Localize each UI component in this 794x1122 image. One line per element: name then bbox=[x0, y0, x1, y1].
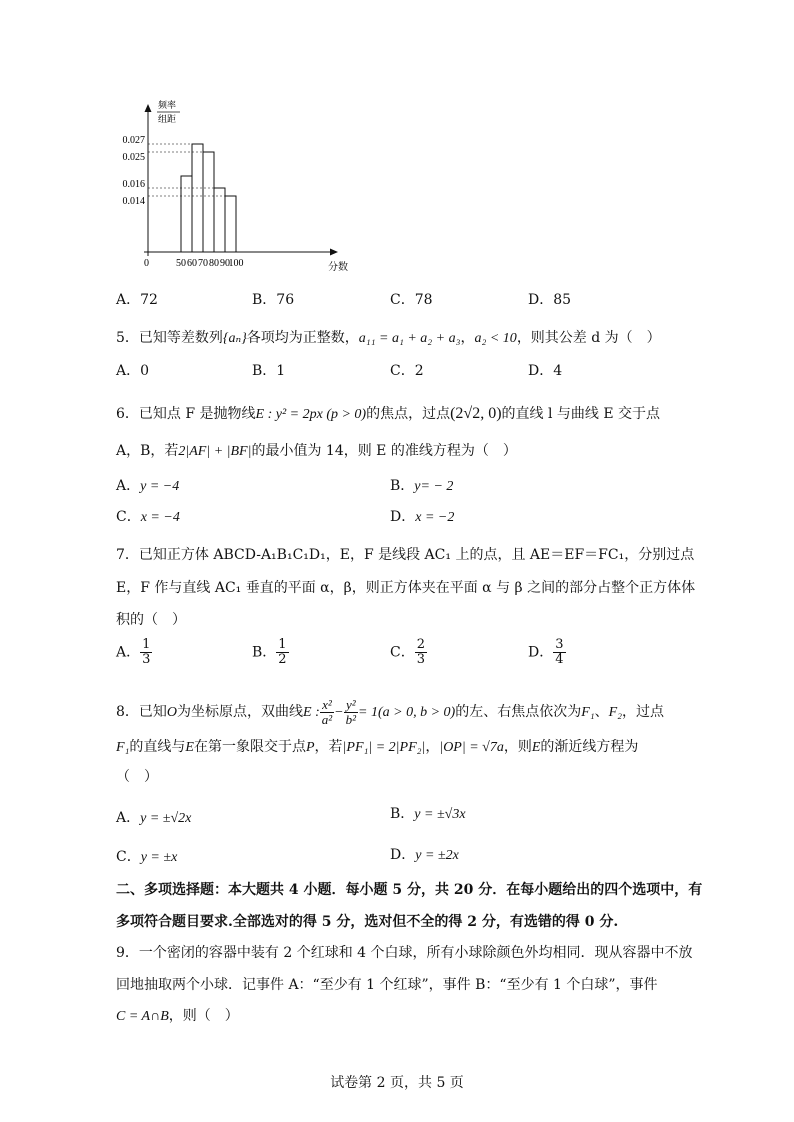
q8-stem-line1 bbox=[116, 694, 664, 731]
q7-option-d-label: D． bbox=[528, 644, 554, 661]
q8-frac-y bbox=[344, 698, 358, 727]
q4-option-b[interactable]: B．76 bbox=[252, 292, 295, 308]
q6-option-b-label: B． bbox=[390, 478, 415, 494]
q8-option-a[interactable] bbox=[116, 808, 191, 829]
q6-parabola-eq: E : y² = 2px (p > 0) bbox=[255, 407, 367, 422]
q6-point: (2√2, 0) bbox=[450, 405, 502, 422]
x-tick-label: 80 bbox=[209, 258, 219, 269]
q8-line2-e: E bbox=[185, 740, 194, 755]
q8-b2: b² bbox=[345, 711, 357, 727]
q8-mid2: 的左、右焦点依次为 bbox=[455, 704, 582, 720]
q4-option-c[interactable]: C．78 bbox=[390, 292, 433, 308]
q8-line2-eq2: |OP| = √7a bbox=[439, 740, 504, 755]
q8-option-b[interactable] bbox=[390, 804, 466, 825]
y-tick-label: 0.025 bbox=[122, 152, 145, 163]
q8-cond: = 1(a > 0, b > 0) bbox=[358, 705, 456, 720]
q8-f1: F₁ bbox=[581, 705, 595, 720]
q6-option-a-label: A． bbox=[116, 478, 141, 494]
q9-stem-line2: 回地抽取两个小球．记事件 A：“至少有 1 个红球”，事件 B：“至少有 1 个白球”，事件 bbox=[116, 977, 658, 993]
q6-option-c-text: x = −4 bbox=[140, 510, 180, 525]
histogram-bar-70-80 bbox=[203, 152, 214, 252]
x-axis-label: 分数 bbox=[328, 262, 348, 273]
frequency-histogram bbox=[110, 92, 360, 277]
q7-option-b-numerator: 1 bbox=[278, 637, 287, 652]
q6-option-d[interactable] bbox=[390, 507, 454, 528]
q8-line2-eq1: |PF₁| = 2|PF₂| bbox=[342, 740, 426, 755]
q8-minus: − bbox=[334, 705, 344, 720]
q8-line2-e2: E bbox=[531, 740, 541, 755]
q7-option-c[interactable] bbox=[390, 638, 427, 667]
q6-option-a-text: y = −4 bbox=[140, 479, 180, 494]
q8-option-d-text: y = ±2x bbox=[415, 848, 459, 863]
section2-heading-line2: 多项符合题目要求.全部选对的得 5 分，选对但不全的得 2 分，有选错的得 0 分. bbox=[116, 914, 619, 930]
q8-option-d[interactable] bbox=[390, 845, 459, 866]
q8-stem-line2 bbox=[116, 737, 638, 758]
q7-option-a-label: A． bbox=[116, 644, 141, 661]
q5-option-d[interactable]: D．4 bbox=[528, 363, 563, 379]
origin-label: 0 bbox=[144, 258, 149, 269]
q6-line2-lead: A，B，若 bbox=[116, 443, 179, 459]
q8-y2: y² bbox=[345, 696, 356, 712]
q7-option-b-denominator: 2 bbox=[278, 652, 287, 667]
x-tick-label: 90 bbox=[220, 258, 230, 269]
q8-option-b-label: B． bbox=[390, 806, 415, 822]
q9-stem-line3 bbox=[116, 1006, 239, 1027]
q6-option-d-label: D． bbox=[390, 509, 416, 525]
x-axis-arrow bbox=[330, 249, 338, 256]
q8-lead: 8．已知 bbox=[116, 704, 167, 720]
q7-option-a[interactable] bbox=[116, 638, 152, 667]
histogram-bar-80-90 bbox=[214, 188, 225, 252]
q7-option-d-fraction bbox=[553, 638, 565, 667]
q8-frac-x bbox=[320, 698, 334, 727]
q6-line2-tail: 的最小值为 14，则 E 的准线方程为（ ） bbox=[251, 443, 517, 459]
q5-sep: ， bbox=[460, 330, 475, 346]
q5-mid: 各项均为正整数， bbox=[246, 330, 359, 346]
x-tick-label: 100 bbox=[228, 258, 244, 269]
x-tick-label: 70 bbox=[198, 258, 208, 269]
q6-stem-line1 bbox=[116, 404, 660, 425]
q8-comma: 、 bbox=[594, 704, 609, 720]
page-footer: 试卷第 2 页，共 5 页 bbox=[330, 1075, 464, 1091]
q7-option-b-fraction bbox=[276, 638, 288, 667]
x-tick-label: 50 bbox=[176, 258, 186, 269]
section2-heading-line1: 二、多项选择题：本大题共 4 小题．每小题 5 分，共 20 分．在每小题给出的四个选项中，有 bbox=[116, 882, 703, 898]
x-tick-label: 60 bbox=[187, 258, 197, 269]
q4-option-a[interactable]: A．72 bbox=[116, 292, 158, 308]
q6-option-d-text: x = −2 bbox=[415, 510, 455, 525]
q8-option-b-text: y = ±√3x bbox=[414, 807, 466, 822]
q5-lead: 5．已知等差数列 bbox=[116, 330, 223, 346]
q5-option-b[interactable]: B．1 bbox=[252, 363, 286, 379]
y-axis-label-top: 频率 bbox=[158, 100, 177, 110]
q7-option-a-numerator: 1 bbox=[142, 637, 151, 652]
q8-option-c[interactable] bbox=[116, 847, 177, 868]
q7-option-c-label: C． bbox=[390, 644, 415, 661]
q8-line2-p: P bbox=[305, 740, 315, 755]
q6-stem-line2 bbox=[116, 441, 517, 462]
q4-option-d[interactable]: D．85 bbox=[528, 292, 572, 308]
q6-expr: 2|AF| + |BF| bbox=[178, 444, 252, 459]
q6-option-c[interactable] bbox=[116, 507, 180, 528]
q6-option-a[interactable] bbox=[116, 476, 179, 497]
q8-option-a-label: A． bbox=[116, 810, 141, 826]
q8-option-c-text: y = ±x bbox=[140, 850, 178, 865]
q5-tail: ，则其公差 d 为（ ） bbox=[516, 330, 661, 346]
q7-stem-line1: 7．已知正方体 ABCD-A₁B₁C₁D₁，E，F 是线段 AC₁ 上的点，且 AE＝EF＝FC₁，分别过点 bbox=[116, 547, 695, 563]
q7-option-b-label: B． bbox=[252, 644, 277, 661]
q8-tail1: ，过点 bbox=[622, 704, 665, 720]
y-tick-label: 0.027 bbox=[122, 135, 145, 146]
q7-option-a-fraction bbox=[140, 638, 152, 667]
q8-mid1: 为坐标原点，双曲线 bbox=[177, 704, 304, 720]
q8-line2-sep: ， bbox=[425, 739, 440, 755]
q6-option-b-text: y= − 2 bbox=[414, 479, 454, 494]
q9-eq: C = A∩B bbox=[116, 1009, 169, 1024]
q7-option-a-denominator: 3 bbox=[142, 652, 151, 667]
q8-x2: x² bbox=[322, 696, 332, 712]
q8-a2: a² bbox=[321, 711, 333, 727]
y-tick-label: 0.016 bbox=[122, 179, 145, 190]
histogram-bar-90-100 bbox=[225, 196, 236, 252]
q7-option-d-numerator: 3 bbox=[555, 637, 564, 652]
histogram-bar-50-60 bbox=[181, 176, 192, 252]
histogram-bar-60-70 bbox=[192, 144, 203, 252]
q5-eq1: a₁₁ = a₁ + a₂ + a₃ bbox=[358, 331, 461, 346]
q8-line2-f1: F₁ bbox=[116, 740, 130, 755]
y-tick-label: 0.014 bbox=[122, 196, 145, 207]
q6-option-c-label: C． bbox=[116, 509, 141, 525]
q8-e-label: E : bbox=[303, 705, 320, 720]
q8-line2-then: ，则 bbox=[503, 739, 532, 755]
q7-option-c-denominator: 3 bbox=[416, 652, 425, 667]
q8-line2-mid: 的直线与 bbox=[129, 739, 186, 755]
q9-stem-line1: 9．一个密闭的容器中装有 2 个红球和 4 个白球，所有小球除颜色外均相同．现从容器中不放 bbox=[116, 945, 693, 961]
q5-stem bbox=[116, 328, 661, 349]
y-axis-arrow bbox=[145, 104, 152, 112]
q8-line2-mid2: 在第一象限交于点 bbox=[193, 739, 306, 755]
q7-option-b[interactable] bbox=[252, 638, 289, 667]
q8-option-a-text: y = ±√2x bbox=[140, 811, 192, 826]
q8-f2: F₂ bbox=[608, 705, 623, 720]
y-axis-label-bottom: 组距 bbox=[158, 114, 177, 124]
q8-stem-line3: （ ） bbox=[116, 769, 158, 785]
q8-line2-tail: 的渐近线方程为 bbox=[540, 739, 639, 755]
q6-option-b[interactable] bbox=[390, 476, 453, 497]
q5-eq2: a₂ < 10 bbox=[474, 331, 517, 346]
q5-option-a[interactable]: A．0 bbox=[116, 363, 150, 379]
q6-tail: 的直线 l 与曲线 E 交于点 bbox=[501, 406, 661, 422]
q6-lead: 6．已知点 F 是抛物线 bbox=[116, 406, 256, 422]
q5-option-c[interactable]: C．2 bbox=[390, 363, 424, 379]
q8-option-d-label: D． bbox=[390, 847, 416, 863]
q7-option-d-denominator: 4 bbox=[555, 652, 564, 667]
q7-stem-line2: E，F 作与直线 AC₁ 垂直的平面 α，β，则正方体夹在平面 α 与 β 之间的部分占整个正方体体 bbox=[116, 580, 696, 596]
q7-stem-line3: 积的（ ） bbox=[116, 612, 186, 628]
q5-sequence: {aₙ} bbox=[222, 331, 247, 346]
q8-option-c-label: C． bbox=[116, 849, 141, 865]
q7-option-c-fraction bbox=[415, 638, 427, 667]
q7-option-d[interactable] bbox=[528, 638, 566, 667]
q8-line2-if: ，若 bbox=[314, 739, 343, 755]
q7-option-c-numerator: 2 bbox=[416, 637, 425, 652]
q6-mid: 的焦点，过点 bbox=[366, 406, 451, 422]
q9-tail: ，则（ ） bbox=[168, 1008, 239, 1024]
q8-origin: O bbox=[166, 705, 178, 720]
